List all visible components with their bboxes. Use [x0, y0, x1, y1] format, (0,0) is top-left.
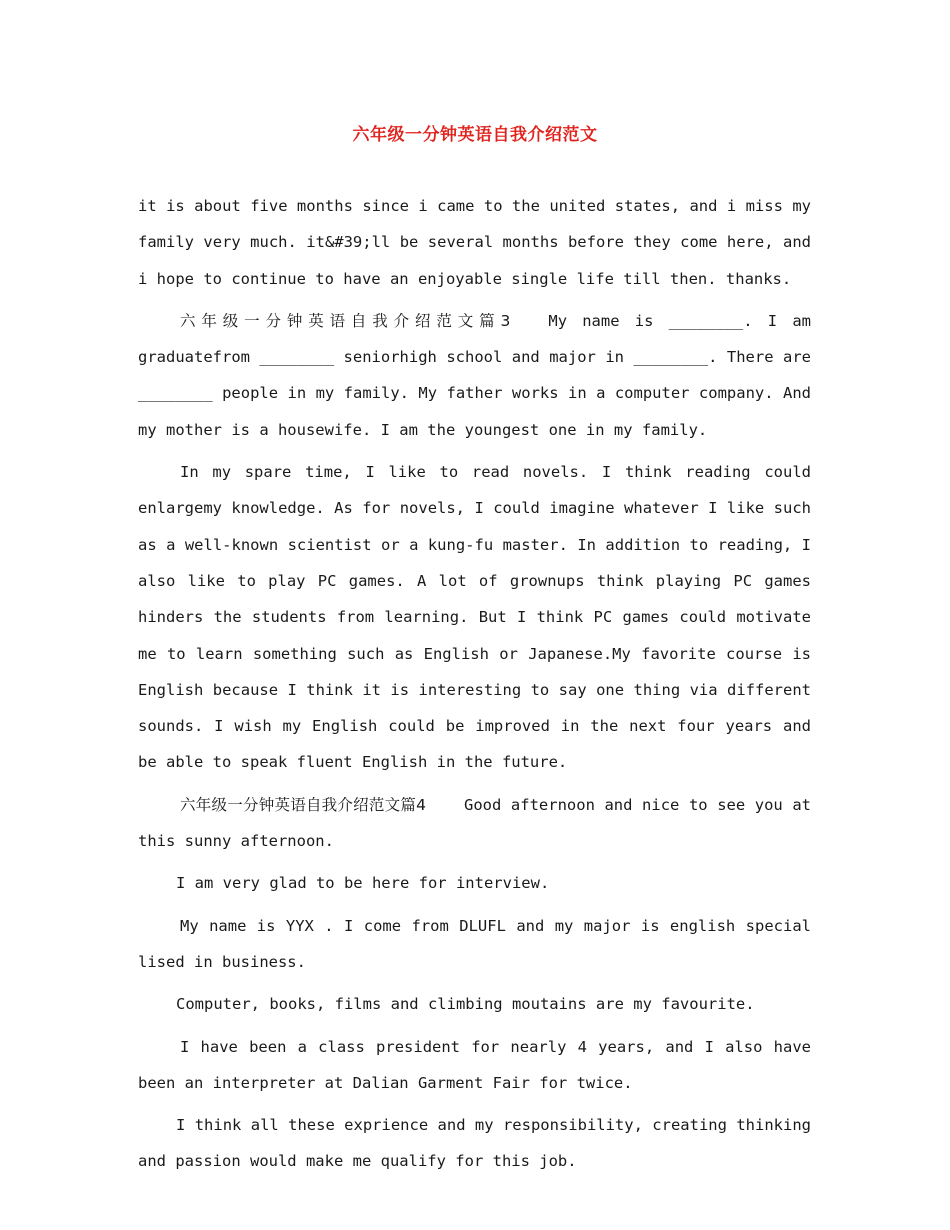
paragraph-p4 [138, 787, 811, 860]
paragraph-p6: My name is YYX . I come from DLUFL and my major is english special lised in business. [138, 916, 811, 971]
section-heading-4: 六年级一分钟英语自我介绍范文篇4 [180, 795, 427, 814]
document-title: 六年级一分钟英语自我介绍范文 [352, 125, 598, 145]
paragraph-p2 [138, 303, 811, 448]
section-heading-3: 六年级一分钟英语自我介绍范文篇3 [180, 311, 511, 330]
paragraph-p2-text: My name is ________. I am graduatefrom ________ seniorhigh school and major in ________. There are ________ people in my family. My father works in a computer company. And my mother is a housewife. I am the youngest one in my family. [138, 311, 811, 439]
paragraph-p4-text: Good afternoon and nice to see you at this sunny afternoon. [138, 795, 811, 851]
paragraph-p1: it is about five months since i came to the united states, and i miss my family very much. it&#39;ll be several months before they come here, and i hope to continue to have an enjoyable single life till then. thanks. [138, 197, 811, 288]
paragraph-p5: I am very glad to be here for interview. [176, 874, 550, 893]
paragraph-p9: I think all these exprience and my responsibility, creating thinking and passion would make me qualify for this job. [138, 1116, 811, 1171]
paragraph-p3: In my spare time, I like to read novels. I think reading could enlargemy knowledge. As for novels, I could imagine whatever I like such as a well-known scientist or a kung-fu master. In addition to reading, I also like to play PC games. A lot of grownups think playing PC games hinders the students from learning. But I think PC games could motivate me to learn something such as English or Japanese.My favorite course is English because I think it is interesting to say one thing via different sounds. I wish my English could be improved in the next four years and be able to speak fluent English in the future. [138, 463, 811, 772]
document-body [138, 188, 811, 1186]
paragraph-p8: I have been a class president for nearly 4 years, and I also have been an interpreter at Dalian Garment Fair for twice. [138, 1037, 811, 1092]
paragraph-p7: Computer, books, films and climbing moutains are my favourite. [176, 995, 755, 1014]
